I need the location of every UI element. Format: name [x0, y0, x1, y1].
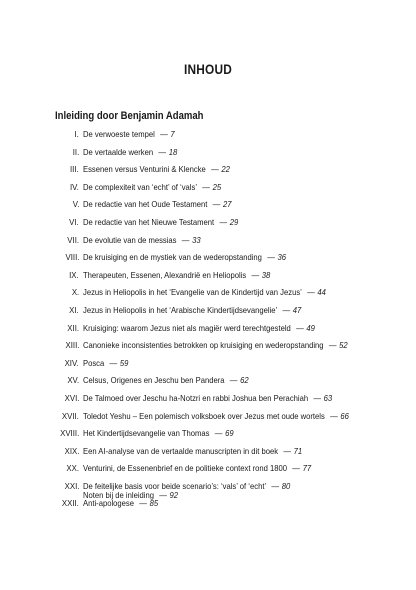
toc-entry[interactable] — [0, 443, 416, 461]
chapter-title-line — [83, 320, 315, 338]
toc-entry[interactable] — [0, 302, 416, 320]
chapter-page-number: 25 — [212, 181, 222, 192]
toc-entry[interactable] — [0, 179, 416, 197]
chapter-number: XXI. — [64, 480, 79, 491]
chapter-dash: — — [109, 357, 118, 368]
chapter-title: De verwoeste tempel — [83, 129, 155, 139]
toc-entry[interactable] — [0, 372, 416, 390]
chapter-title: De redactie van het Nieuwe Testament — [83, 216, 215, 227]
chapter-page-number: 29 — [229, 216, 239, 227]
toc-entry[interactable] — [0, 126, 416, 144]
chapter-title: De redactie van het Oude Testament — [83, 199, 208, 210]
toc-entry[interactable] — [0, 144, 416, 162]
chapter-number: XI. — [69, 304, 79, 315]
chapter-title: De Talmoed over Jeschu ha-Notzri en rabbi Joshua ben Perachiah — [83, 392, 309, 403]
chapter-number: XII. — [67, 322, 79, 333]
chapter-title-line — [83, 161, 230, 179]
chapter-number: XIV. — [64, 357, 79, 368]
chapter-title-line — [83, 267, 270, 285]
chapter-number: IX. — [69, 269, 79, 280]
chapter-title-line — [83, 196, 231, 214]
chapter-page-number: 47 — [292, 304, 302, 315]
chapter-number: XIII. — [65, 340, 79, 351]
chapter-page-number: 7 — [170, 129, 175, 139]
chapter-title: De evolutie van de messias — [83, 234, 177, 245]
chapter-title-line — [83, 355, 128, 373]
chapter-title-line — [83, 232, 201, 250]
chapter-title-line — [83, 214, 238, 232]
chapter-title-line — [83, 443, 302, 461]
chapter-number: III. — [70, 164, 79, 175]
chapter-title: Toledot Yeshu – Een polemisch volksboek over Jezus met oude wortels — [83, 410, 325, 421]
chapter-page-number: 80 — [281, 480, 291, 491]
chapter-page-number: 33 — [192, 234, 201, 245]
chapter-title: Therapeuten, Essenen, Alexandrië en Heliopolis — [83, 269, 247, 280]
chapter-dash: — — [158, 146, 167, 157]
table-of-contents — [0, 126, 416, 513]
chapter-page-number: 49 — [306, 322, 315, 333]
chapter-page-number: 27 — [222, 199, 232, 210]
chapter-number: XVI. — [64, 392, 79, 403]
notes-dash: — — [159, 490, 167, 500]
page-title: INHOUD — [184, 62, 232, 77]
chapter-dash: — — [328, 340, 337, 351]
chapter-dash: — — [214, 428, 223, 439]
notes-title: Noten bij de inleiding — [83, 490, 154, 500]
chapter-title-line — [83, 144, 177, 162]
chapter-dash: — — [271, 480, 280, 491]
chapter-page-number: 69 — [225, 428, 234, 439]
chapter-page-number: 44 — [317, 287, 326, 298]
toc-entry[interactable] — [0, 214, 416, 232]
chapter-dash: — — [219, 216, 228, 227]
chapter-page-number: 18 — [168, 146, 178, 157]
chapter-title-line — [83, 408, 349, 426]
chapter-dash: — — [181, 234, 190, 245]
toc-entry[interactable] — [0, 161, 416, 179]
toc-entry[interactable] — [0, 337, 416, 355]
toc-entry[interactable] — [0, 284, 416, 302]
chapter-page-number: 63 — [323, 392, 333, 403]
chapter-number: II. — [72, 146, 79, 157]
chapter-title-line — [83, 302, 301, 320]
toc-entry[interactable] — [0, 390, 416, 408]
chapter-dash: — — [307, 287, 315, 298]
chapter-title-line — [83, 126, 175, 144]
chapter-title: Jezus in Heliopolis in het ‘Arabische Kindertijdsevangelie’ — [83, 304, 278, 315]
chapter-dash: — — [251, 269, 260, 280]
chapter-title: Een AI-analyse van de vertaalde manuscripten in dit boek — [83, 445, 279, 456]
toc-entry[interactable] — [0, 495, 416, 513]
chapter-page-number: 66 — [340, 410, 349, 421]
chapter-title: De vertaalde werken — [83, 146, 154, 157]
chapter-title: Posca — [83, 357, 105, 368]
notes-page-number: 92 — [169, 490, 179, 500]
chapter-number: XIX. — [64, 445, 79, 456]
chapter-title: De feitelijke basis voor beide scenario’s: ‘vals’ of ‘echt’ — [83, 480, 267, 491]
chapter-page-number: 71 — [293, 445, 303, 456]
chapter-page-number: 22 — [221, 164, 230, 175]
chapter-number: V. — [72, 199, 79, 210]
chapter-number: X. — [71, 287, 79, 298]
toc-entry[interactable] — [0, 408, 416, 426]
toc-entry[interactable] — [0, 196, 416, 214]
chapter-number: VII. — [67, 234, 79, 245]
chapter-dash: — — [160, 129, 168, 139]
chapter-title: De kruisiging en de mystiek van de wederopstanding — [83, 252, 262, 263]
chapter-dash: — — [212, 199, 221, 210]
toc-entry[interactable] — [0, 425, 416, 443]
chapter-title: De complexiteit van ‘echt’ of ‘vals’ — [83, 181, 198, 192]
chapter-title-line — [83, 249, 286, 267]
chapter-page-number: 59 — [119, 357, 129, 368]
chapter-dash: — — [139, 498, 147, 509]
toc-entry[interactable] — [0, 267, 416, 285]
chapter-title: Anti-apologese — [83, 498, 135, 509]
chapter-dash: — — [282, 304, 291, 315]
notes-entry[interactable] — [83, 490, 178, 500]
chapter-title: Venturini, de Essenenbrief en de politieke context rond 1800 — [83, 463, 288, 474]
chapter-title: Het Kindertijdsevangelie van Thomas — [83, 428, 210, 439]
chapter-title-line — [83, 425, 234, 443]
chapter-dash: — — [202, 181, 210, 192]
toc-entry[interactable] — [0, 355, 416, 373]
chapter-title: Jezus in Heliopolis in het ‘Evangelie van de Kindertijd van Jezus’ — [83, 287, 302, 298]
chapter-dash: — — [296, 322, 304, 333]
chapter-number: XVIII. — [59, 428, 79, 439]
chapter-title-line — [83, 460, 311, 478]
toc-entry[interactable] — [0, 232, 416, 250]
chapter-page-number: 36 — [277, 252, 286, 263]
chapter-dash: — — [267, 252, 275, 263]
chapter-dash: — — [330, 410, 338, 421]
chapter-title-line — [83, 337, 348, 355]
chapter-dash: — — [292, 463, 300, 474]
chapter-page-number: 85 — [149, 498, 159, 509]
chapter-page-number: 52 — [339, 340, 348, 351]
chapter-title-line — [83, 372, 249, 390]
chapter-title-line — [83, 284, 326, 302]
chapter-page-number: 77 — [302, 463, 312, 474]
chapter-number: XVII. — [62, 410, 79, 421]
chapter-dash: — — [313, 392, 322, 403]
chapter-number: VI. — [69, 216, 79, 227]
toc-entry[interactable] — [0, 249, 416, 267]
chapter-title-line — [83, 179, 221, 197]
chapter-page-number: 62 — [240, 375, 249, 386]
chapter-title-line — [83, 390, 332, 408]
section-heading: Inleiding door Benjamin Adamah — [55, 110, 204, 122]
chapter-page-number: 38 — [261, 269, 271, 280]
chapter-number: IV. — [70, 181, 79, 192]
chapter-title: Kruisiging: waarom Jezus niet als magiër werd terechtgesteld — [83, 322, 291, 333]
chapter-number: VIII. — [65, 252, 79, 263]
chapter-number: XV. — [67, 375, 79, 386]
toc-entry[interactable] — [0, 460, 416, 478]
chapter-title: Celsus, Origenes en Jeschu ben Pandera — [83, 375, 225, 386]
chapter-title: Canonieke inconsistenties betrokken op kruisiging en wederopstanding — [83, 340, 324, 351]
chapter-dash: — — [283, 445, 291, 456]
chapter-number: XX. — [66, 463, 79, 474]
toc-entry[interactable] — [0, 478, 416, 496]
chapter-title: Essenen versus Venturini & Klencke — [83, 164, 206, 175]
chapter-dash: — — [229, 375, 238, 386]
chapter-number: XXII. — [62, 498, 79, 509]
chapter-number: I. — [74, 129, 79, 139]
toc-entry[interactable] — [0, 320, 416, 338]
chapter-dash: — — [211, 164, 219, 175]
